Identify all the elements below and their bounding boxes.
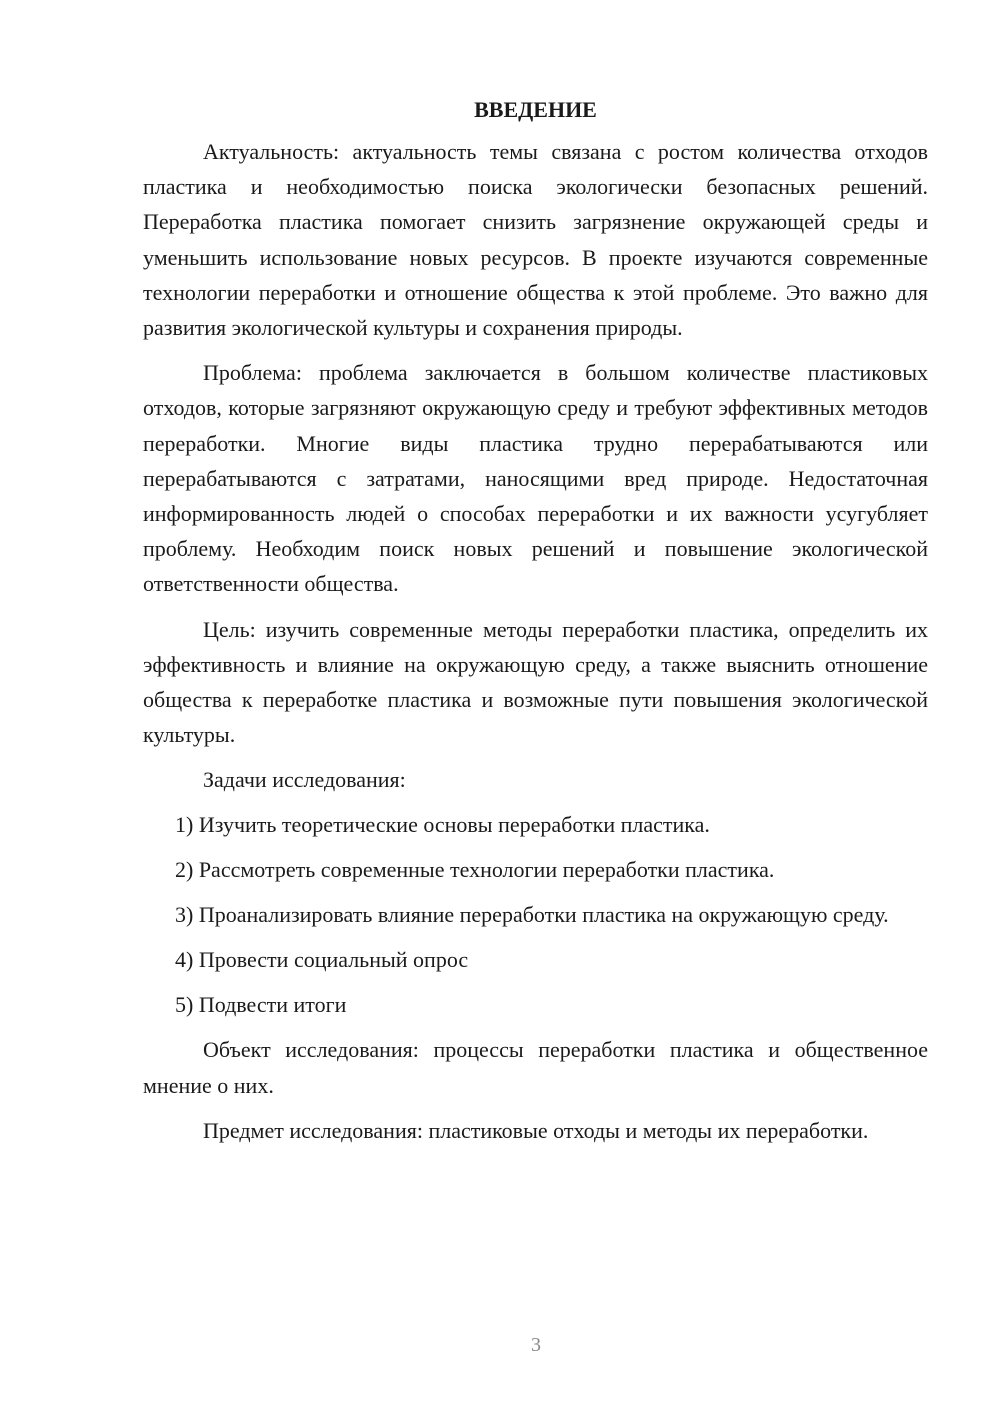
goal-paragraph: Цель: изучить современные методы переработки пластика, определить их эффективность и влияние на окружающую среду, а также выяснить отношение общества к переработке пластика и возможные пути повышения экологической культуры.	[143, 616, 928, 748]
task-item-2: 2) Рассмотреть современные технологии переработки пластика.	[175, 857, 775, 883]
problem-paragraph: Проблема: проблема заключается в большом количестве пластиковых отходов, которые загрязняют окружающую среду и требуют эффективных методов переработки. Многие виды пластика трудно перерабатываются или перерабатываются с затратами, наносящими вред природе. Недостаточная информированность людей о способах переработки и их важности усугубляет проблему. Необходим поиск новых решений и повышение экологической ответственности общества.	[143, 360, 928, 597]
task-item-1: 1) Изучить теоретические основы переработки пластика.	[175, 812, 710, 838]
relevance-paragraph: Актуальность: актуальность темы связана с ростом количества отходов пластика и необходимостью поиска экологически безопасных решений. Переработка пластика помогает снизить загрязнение окружающей среды и уменьшить использование новых ресурсов. В проекте изучаются современные технологии переработки и отношение общества к этой проблеме. Это важно для развития экологической культуры и сохранения природы.	[143, 139, 928, 341]
task-item-4: 4) Провести социальный опрос	[175, 947, 469, 973]
tasks-title: Задачи исследования:	[203, 767, 406, 793]
page-content	[143, 92, 928, 1158]
subject-paragraph: Предмет исследования: пластиковые отходы и методы их переработки.	[203, 1117, 869, 1143]
section-heading: ВВЕДЕНИЕ	[474, 97, 597, 122]
object-paragraph: Объект исследования: процессы переработки пластика и общественное мнение о них.	[143, 1037, 928, 1098]
task-item-5: 5) Подвести итоги	[175, 992, 347, 1018]
task-item-3: 3) Проанализировать влияние переработки пластика на окружающую среду.	[175, 902, 889, 928]
page-number: 3	[531, 1334, 541, 1356]
